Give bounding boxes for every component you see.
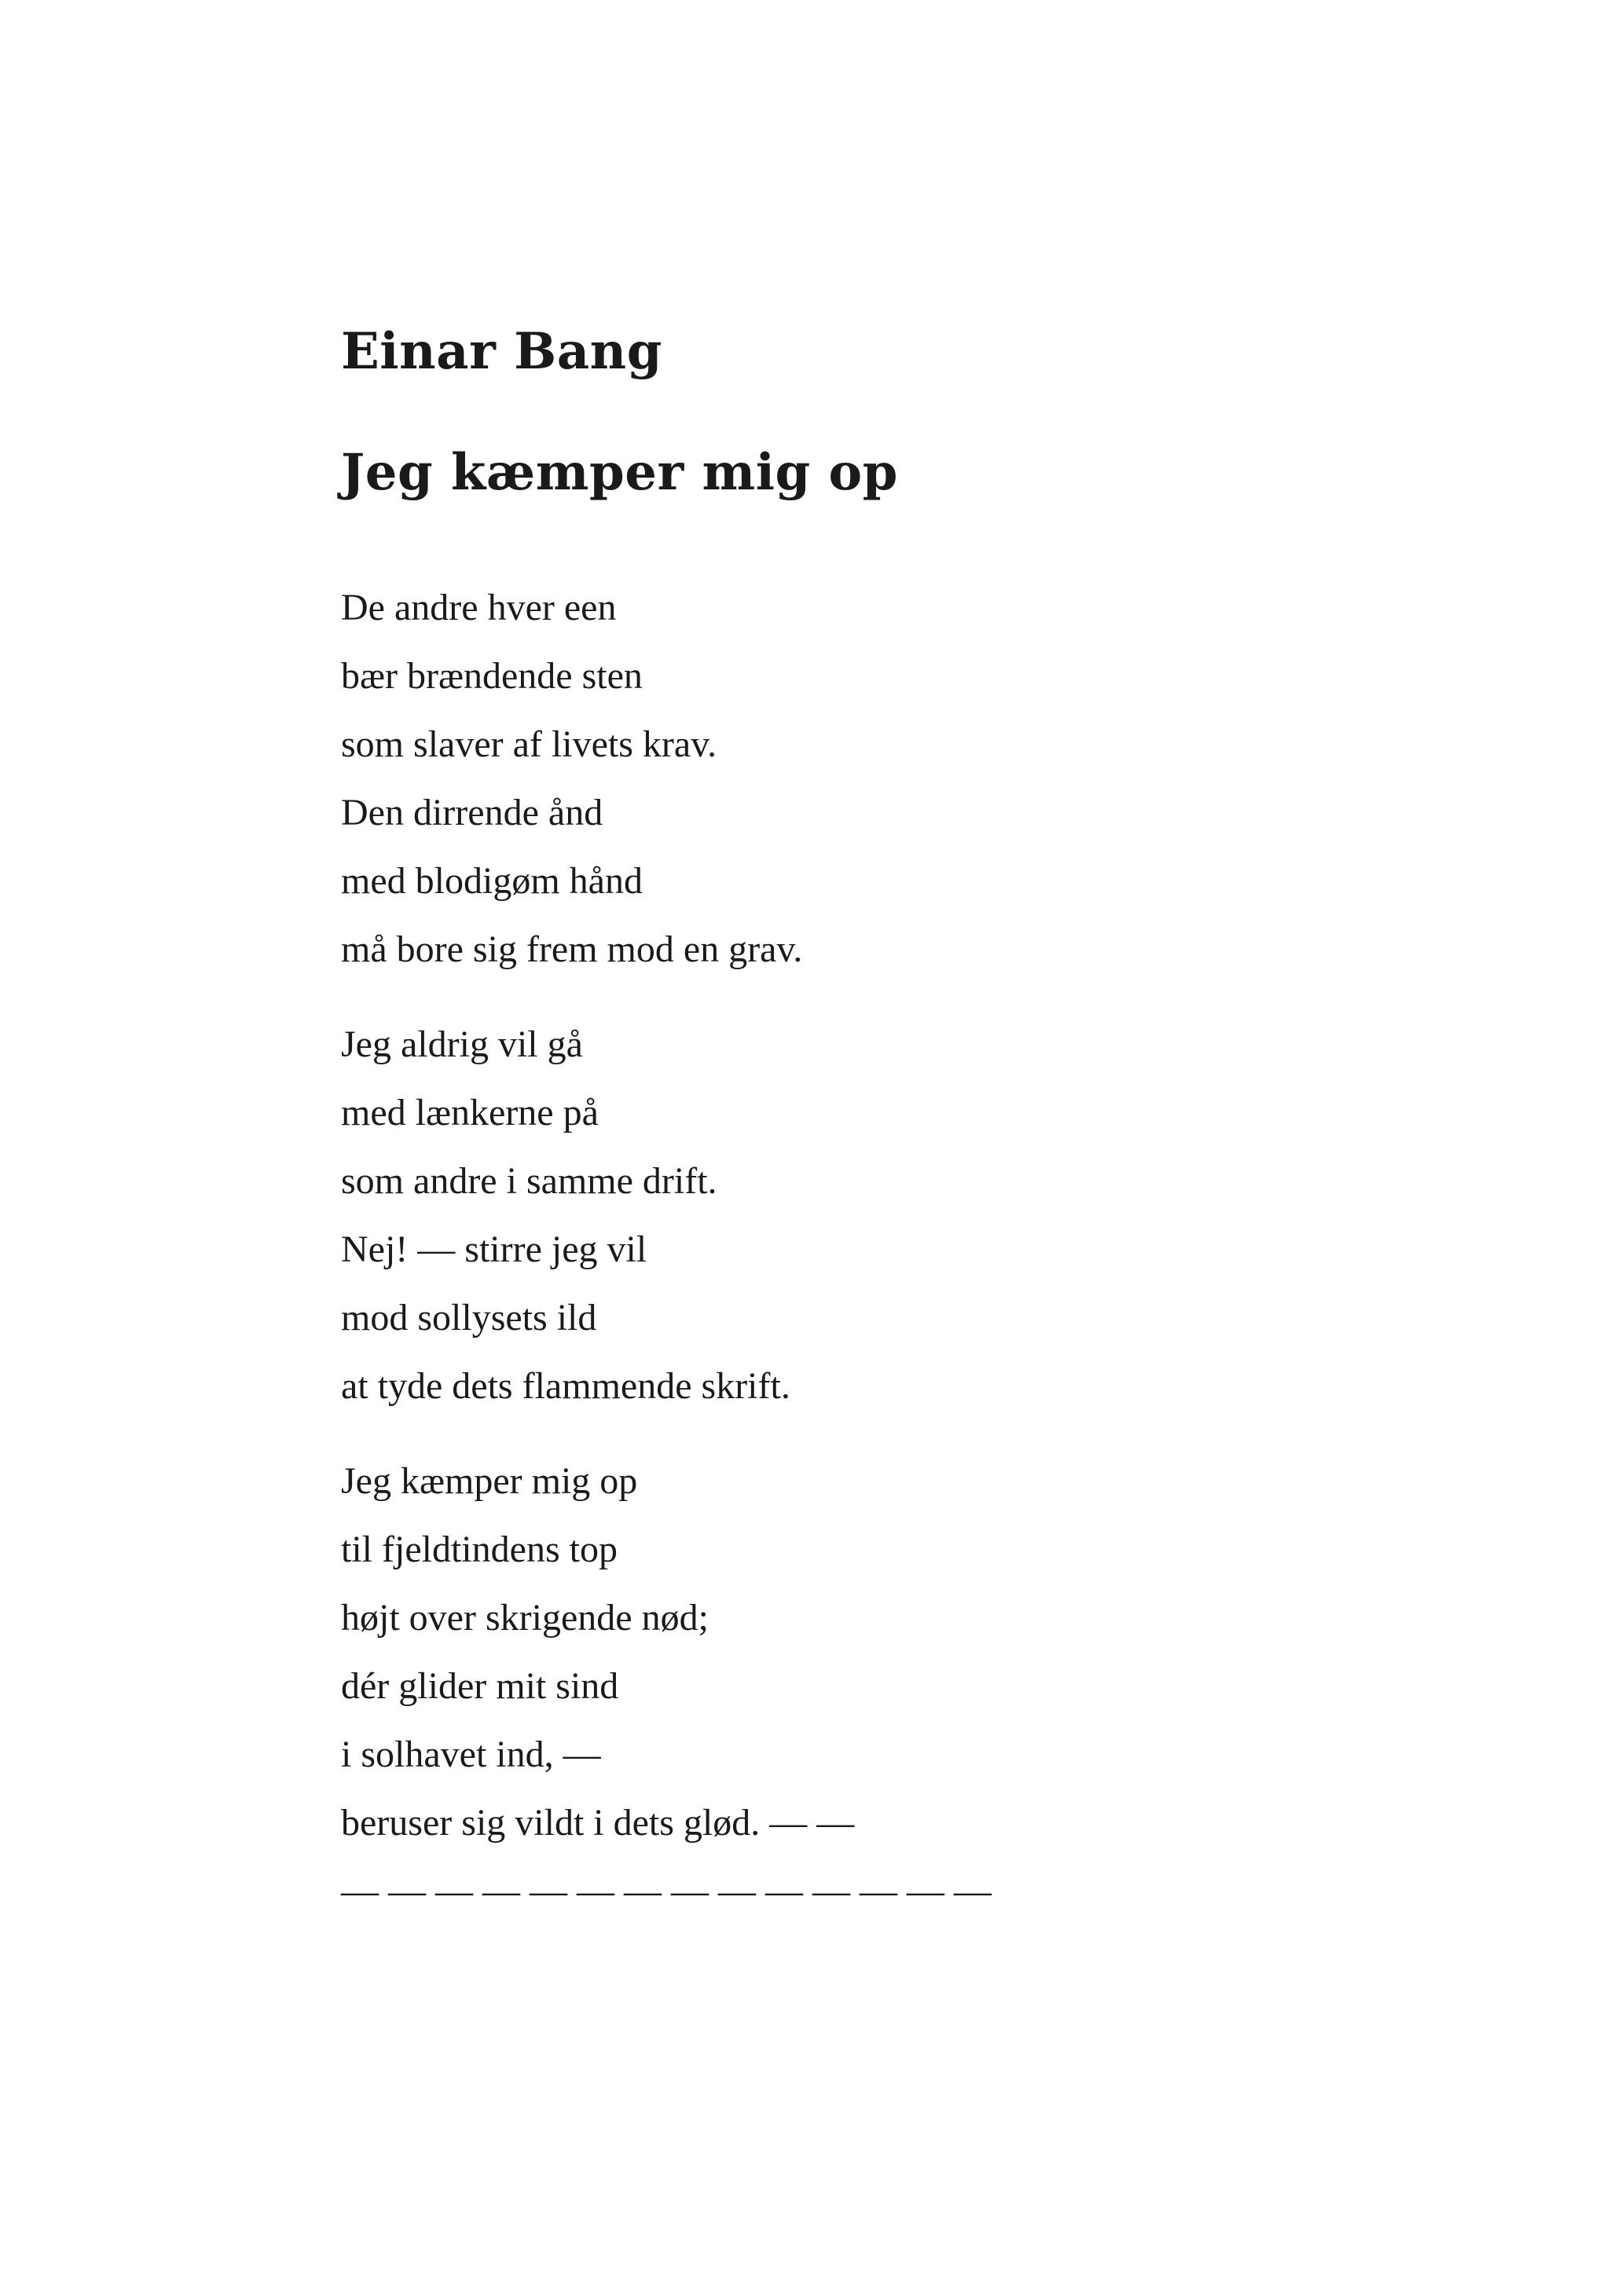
poem-line: dér glider mit sind [341,1665,619,1707]
poem-container [341,314,1441,1925]
closing-dash-line: — — — — — — — — — — — — — — [341,1870,992,1912]
poem-line: at tyde dets flammende skrift. [341,1365,790,1407]
stanza-1 [341,573,1441,983]
poem-line: bær brændende sten [341,655,643,697]
poem-line: beruser sig vildt i dets glød. — — [341,1802,855,1844]
author-name: Einar Bang [341,322,662,381]
poem-body [341,573,1441,1925]
poem-line: Jeg kæmper mig op [341,1460,638,1502]
poem-line: med lænkerne på [341,1092,599,1133]
poem-line: De andre hver een [341,587,617,628]
poem-line: Jeg aldrig vil gå [341,1023,583,1065]
poem-title: Jeg kæmper mig op [341,443,898,502]
poem-line: mod sollysets ild [341,1297,597,1338]
poem-line: i solhavet ind, — [341,1734,601,1775]
poem-line: til fjeldtindens top [341,1529,618,1570]
poem-line: som slaver af livets krav. [341,723,717,765]
poem-line: med blodigøm hånd [341,860,643,902]
poem-line: Den dirrende ånd [341,792,603,833]
poem-line: må bore sig frem mod en grav. [341,928,803,970]
poem-line: som andre i samme drift. [341,1160,717,1202]
stanza-3 [341,1447,1441,1857]
stanza-2 [341,1010,1441,1420]
poem-line: Nej! — stirre jeg vil [341,1229,647,1270]
poem-line: højt over skrigende nød; [341,1597,709,1639]
